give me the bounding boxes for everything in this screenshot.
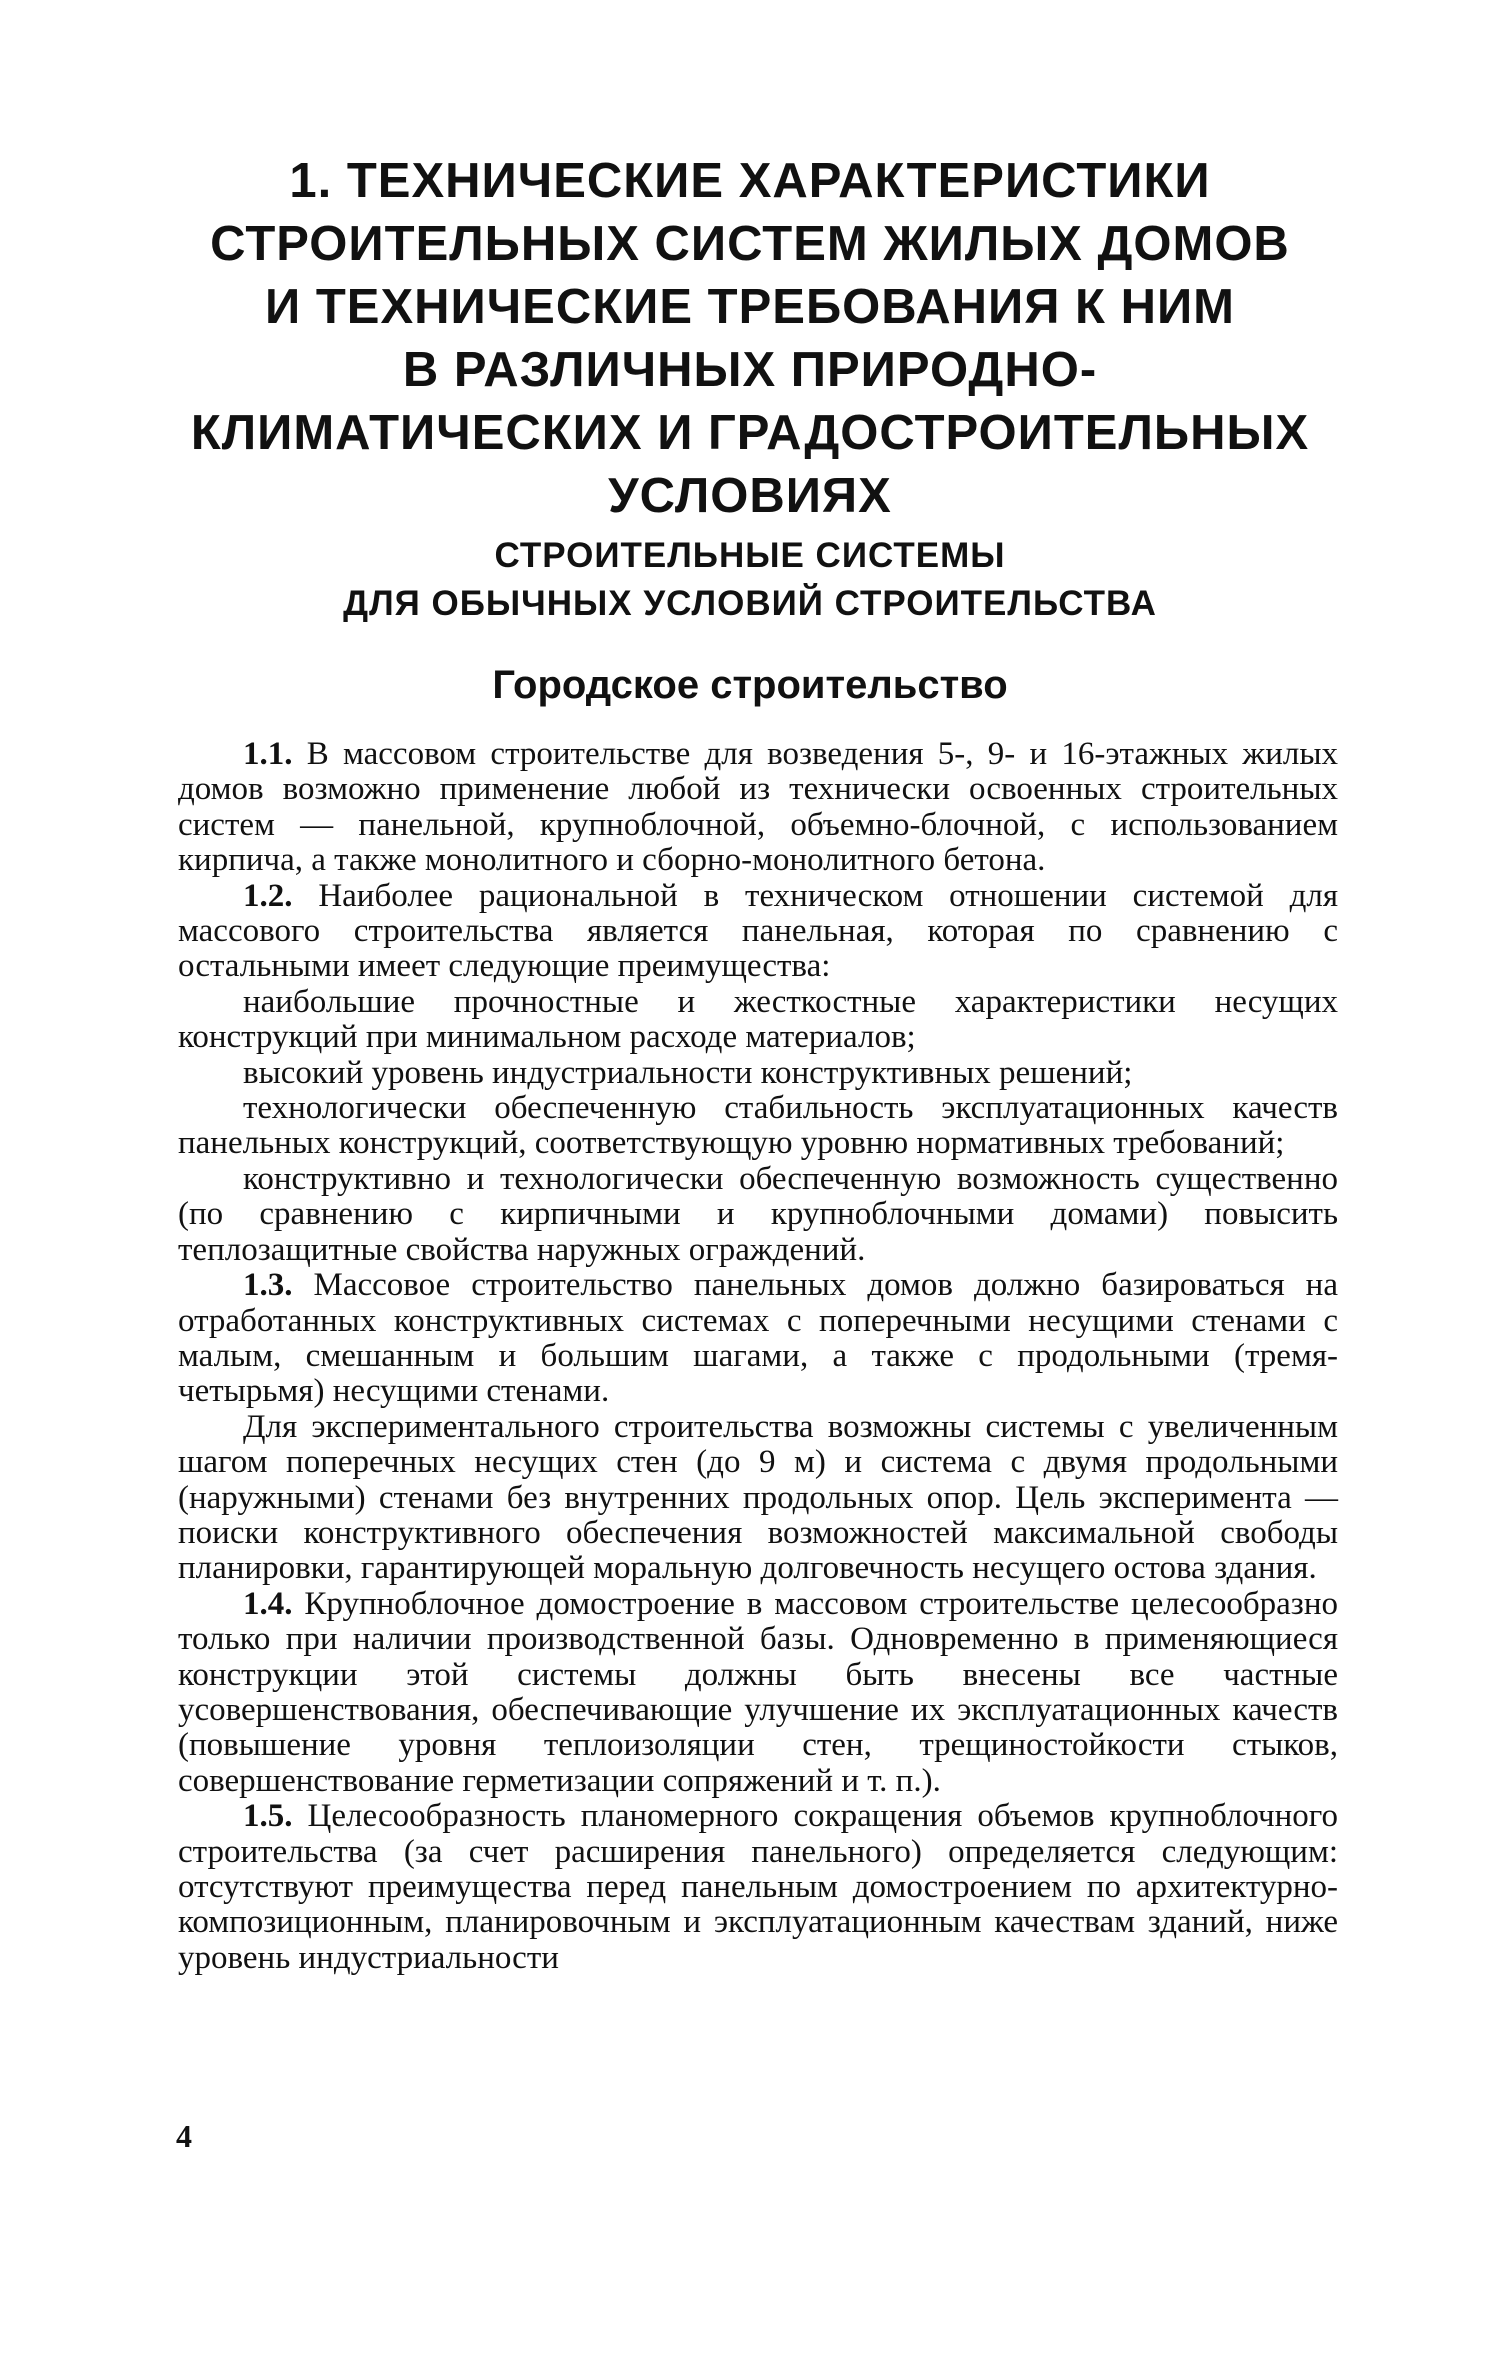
section-title-line: ДЛЯ ОБЫЧНЫХ УСЛОВИЙ СТРОИТЕЛЬСТВА <box>343 584 1157 623</box>
paragraph-number: 1.4. <box>243 1585 293 1622</box>
list-item-text: наибольшие прочностные и жесткостные характеристики несущих конструкций при минимальном расходе материалов; <box>178 983 1338 1056</box>
paragraph-1-5 <box>178 1799 1338 1976</box>
list-item <box>178 1056 1338 1091</box>
list-item-text: высокий уровень индустриальности конструктивных решений; <box>243 1054 1133 1091</box>
paragraph-number: 1.1. <box>243 736 293 772</box>
paragraph-number: 1.2. <box>243 877 293 914</box>
list-item-text: конструктивно и технологически обеспеченную возможность существенно (по сравнению с кирпичными и крупноблочными домами) повысить теплозащитные свойства наружных ограждений. <box>178 1160 1338 1268</box>
chapter-title <box>170 150 1330 528</box>
paragraph-text: Массовое строительство панельных домов должно базироваться на отработанных конструктивных системах с поперечными несущими стенами с малым, смешанным и большим шагами, а также с продольными (тремя-четырьмя) несущими стенами. <box>178 1267 1338 1410</box>
chapter-title-line: И ТЕХНИЧЕСКИЕ ТРЕБОВАНИЯ К НИМ <box>265 280 1235 334</box>
section-title-line: СТРОИТЕЛЬНЫЕ СИСТЕМЫ <box>494 536 1006 575</box>
paragraph-text: В массовом строительстве для возведения 5-, 9- и 16-этажных жилых домов возможно применение любой из технически освоенных строительных систем — панельной, крупноблочной, объемно-блочной, с использованием кирпича, а также монолитного и сборно-монолитного бетона. <box>178 736 1338 879</box>
chapter-title-line: УСЛОВИЯХ <box>608 469 892 523</box>
paragraph-number: 1.5. <box>243 1798 293 1835</box>
paragraph-number: 1.3. <box>243 1267 293 1304</box>
paragraph-1-4 <box>178 1587 1338 1799</box>
chapter-title-line: В РАЗЛИЧНЫХ ПРИРОДНО- <box>402 343 1098 397</box>
paragraph-text: Наиболее рациональной в техническом отношении системой для массового строительства является панельная, которая по сравнению с остальными имеет следующие преимущества: <box>178 877 1338 985</box>
list-item <box>178 1091 1338 1162</box>
chapter-title-line: 1. ТЕХНИЧЕСКИЕ ХАРАКТЕРИСТИКИ <box>289 154 1211 208</box>
paragraph-text: Крупноблочное домостроение в массовом строительстве целесообразно только при наличии производственной базы. Одновременно в применяющиеся конструкции этой системы должны быть внесены все частные усовершенствования, обеспечивающие улучшение их эксплуатационных качеств (повышение уровня теплоизоляции стен, трещиностойкости стыков, совершенствование герметизации сопряжений и т. п.). <box>178 1585 1338 1799</box>
paragraph <box>178 1410 1338 1587</box>
page-number: 4 <box>176 2118 192 2154</box>
list-item-text: технологически обеспеченную стабильность эксплуатационных качеств панельных конструкций, соответствующую уровню нормативных требований; <box>178 1090 1338 1162</box>
list-item <box>178 1162 1338 1268</box>
chapter-title-line: СТРОИТЕЛЬНЫХ СИСТЕМ ЖИЛЫХ ДОМОВ <box>210 217 1290 271</box>
paragraph-1-1 <box>178 737 1338 879</box>
list-item <box>178 985 1338 1056</box>
section-title <box>240 532 1260 628</box>
paragraph-text: Целесообразность планомерного сокращения объемов крупноблочного строительства (за счет расширения панельного) определяется следующим: отсутствуют преимущества перед панельным домостроением по архитектурно-композиционным, планировочным и эксплуатационным качествам зданий, ниже уровень индустриальности <box>178 1798 1338 1976</box>
subsection-title: Городское строительство <box>492 663 1008 707</box>
chapter-title-line: КЛИМАТИЧЕСКИХ И ГРАДОСТРОИТЕЛЬНЫХ <box>190 406 1310 460</box>
body-text <box>178 737 1338 1976</box>
paragraph-1-2 <box>178 879 1338 985</box>
paragraph-1-3 <box>178 1268 1338 1410</box>
paragraph-text: Для экспериментального строительства возможны системы с увеличенным шагом поперечных несущих стен (до 9 м) и система с двумя продольными (наружными) стенами без внутренних продольных опор. Цель эксперимента — поиски конструктивного обеспечения возможностей максимальной свободы планировки, гарантирующей моральную долговечность несущего остова здания. <box>178 1408 1338 1587</box>
